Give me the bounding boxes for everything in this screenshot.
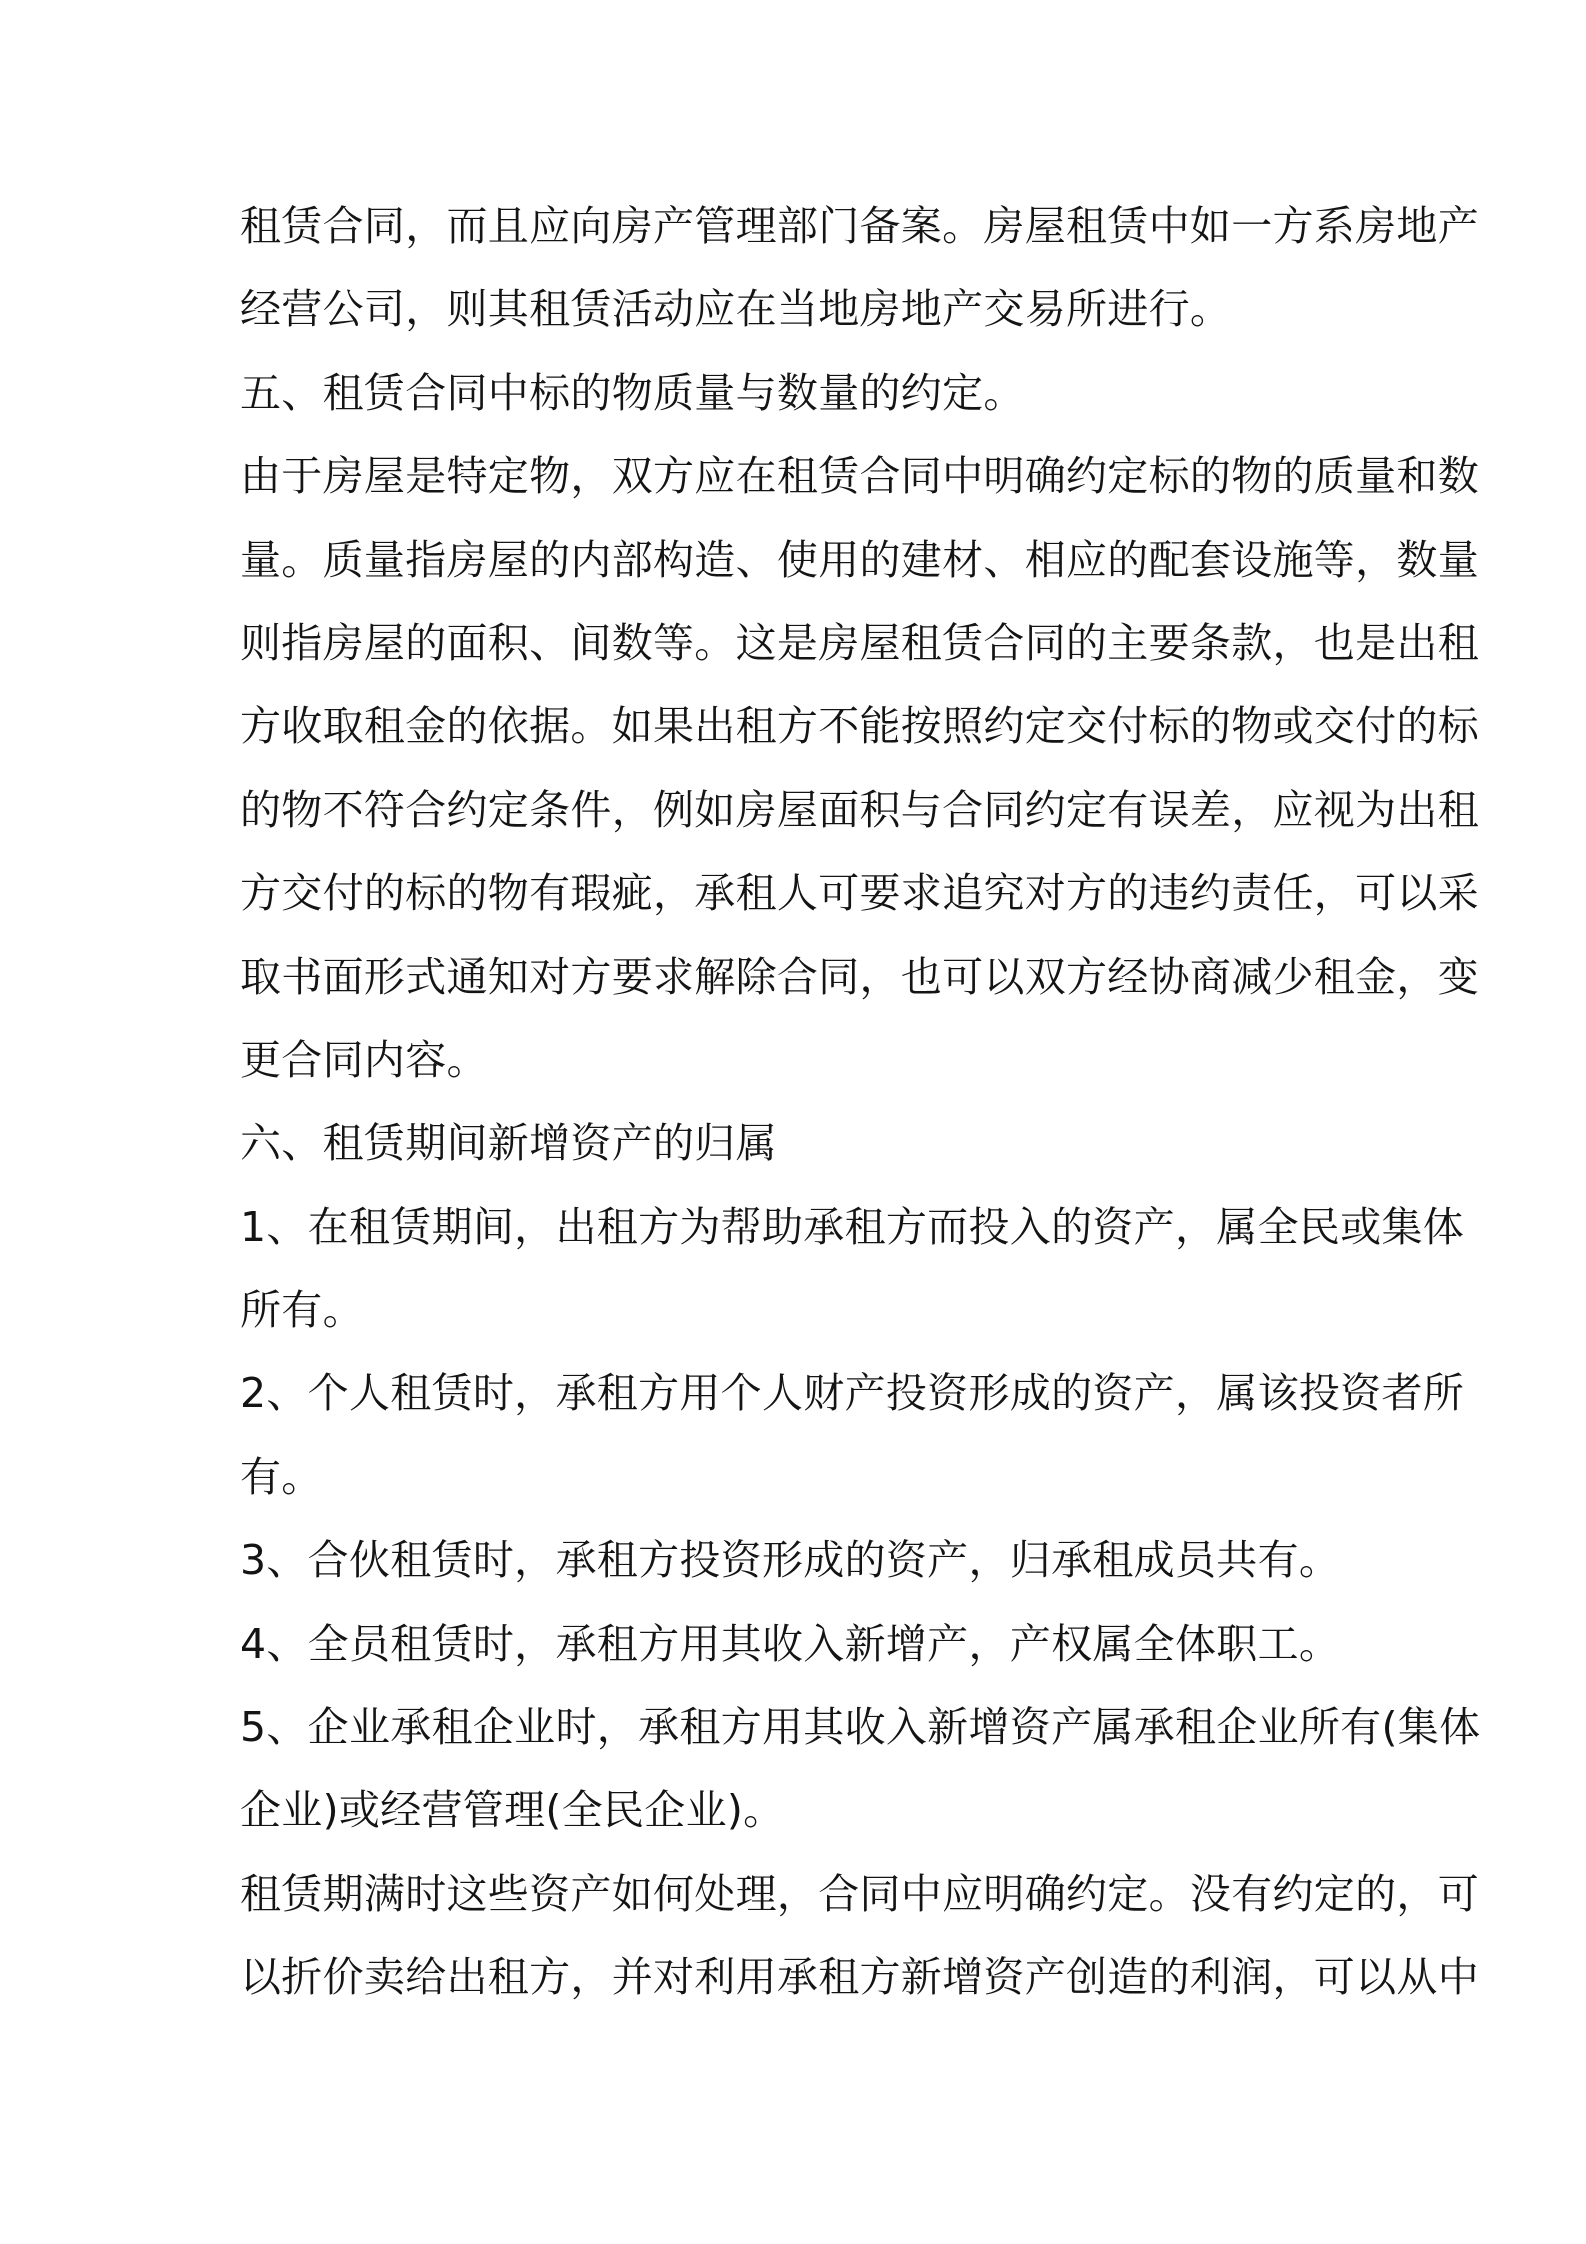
section-heading: 六、租赁期间新增资产的归属: [240, 1119, 777, 1168]
text-line: 方交付的标的物有瑕疵，承租人可要求追究对方的违约责任，可以采: [240, 869, 1479, 918]
text-line: 租赁合同，而且应向房产管理部门备案。房屋租赁中如一方系房地产: [240, 202, 1479, 250]
text-line: 方收取租金的依据。如果出租方不能按照约定交付标的物或交付的标: [240, 702, 1479, 751]
list-item: 2、个人租赁时，承租方用个人财产投资形成的资产，属该投资者所: [240, 1369, 1465, 1418]
document-body: [240, 200, 1481, 2035]
list-item: 5、企业承租企业时，承租方用其收入新增资产属承租企业所有(集体: [240, 1703, 1481, 1752]
text-line: 经营公司，则其租赁活动应在当地房地产交易所进行。: [240, 285, 1232, 334]
section-heading: 五、租赁合同中标的物质量与数量的约定。: [240, 368, 1025, 417]
text-line: 以折价卖给出租方，并对利用承租方新增资产创造的利润，可以从中: [240, 1953, 1479, 2002]
list-item-continuation: 有。: [240, 1452, 323, 1501]
text-line: 租赁期满时这些资产如何处理，合同中应明确约定。没有约定的，可: [240, 1869, 1479, 1918]
text-line: 的物不符合约定条件，例如房屋面积与合同约定有误差，应视为出租: [240, 785, 1479, 834]
list-item: 3、合伙租赁时，承租方投资形成的资产，归承租成员共有。: [240, 1536, 1341, 1585]
text-line: 取书面形式通知对方要求解除合同，也可以双方经协商减少租金，变: [240, 952, 1479, 1001]
text-line: 由于房屋是特定物，双方应在租赁合同中明确约定标的物的质量和数: [240, 452, 1479, 501]
text-line: 更合同内容。: [240, 1035, 488, 1084]
list-item-continuation: 企业)或经营管理(全民企业)。: [240, 1786, 785, 1835]
list-item: 1、在租赁期间，出租方为帮助承租方而投入的资产，属全民或集体: [240, 1202, 1465, 1251]
list-item-continuation: 所有。: [240, 1286, 364, 1335]
text-line: 则指房屋的面积、间数等。这是房屋租赁合同的主要条款，也是出租: [240, 618, 1479, 667]
list-item: 4、全员租赁时，承租方用其收入新增产，产权属全体职工。: [240, 1619, 1341, 1668]
text-line: 量。质量指房屋的内部构造、使用的建材、相应的配套设施等，数量: [240, 535, 1479, 584]
